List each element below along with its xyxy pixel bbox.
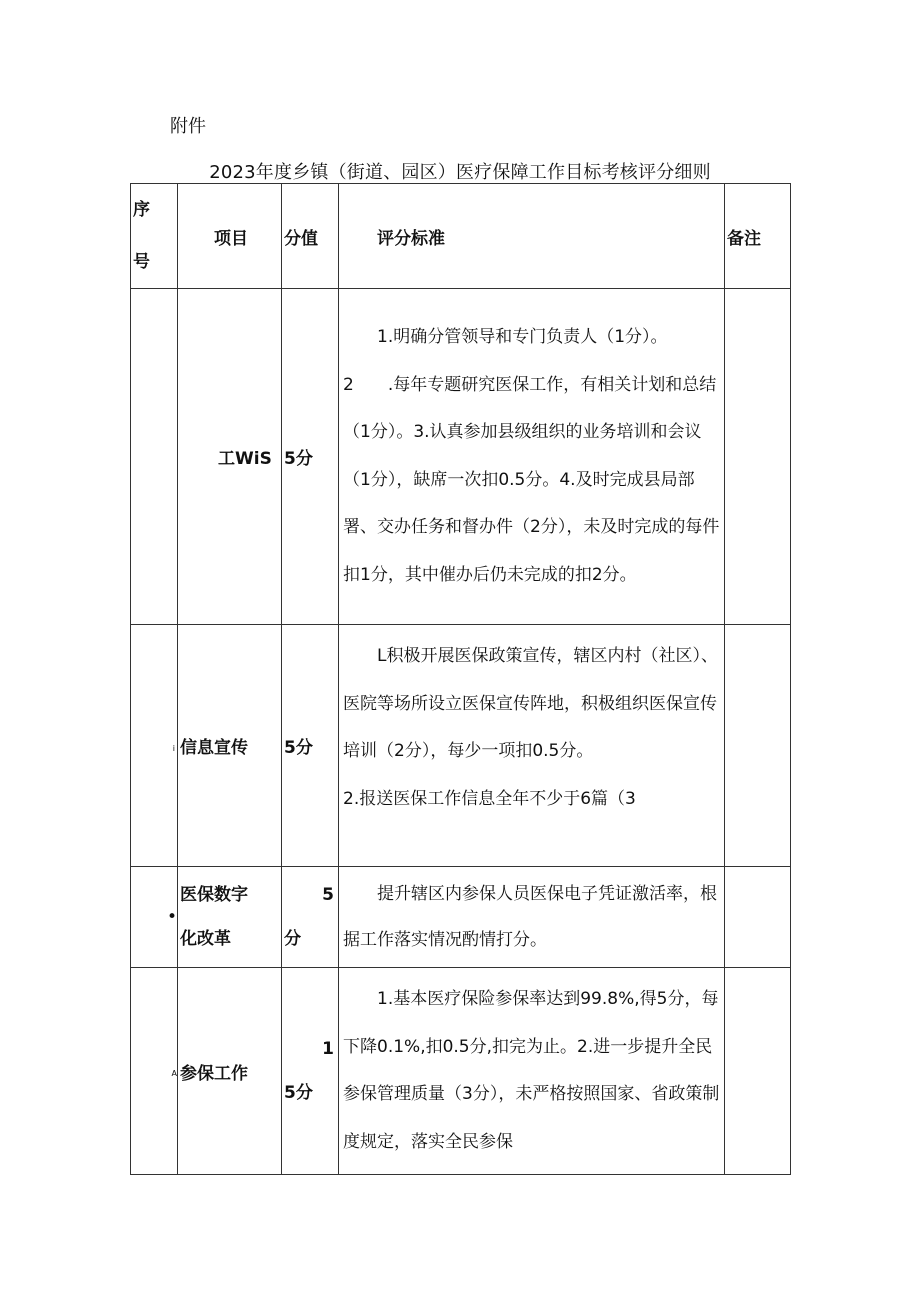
- header-item: 项目: [178, 184, 282, 289]
- criteria-line: 2 .每年专题研究医保工作，有相关计划和总结（1分）。3.认真参加县级组织的业务培训和会议（1分），缺席一次扣0.5分。4.及时完成县局部署、交办任务和督办件（2分），未及时完成的每件扣1分，其中催办后仍未完成的扣2分。: [343, 374, 720, 585]
- criteria-line: 1.明确分管领导和专门负责人（1分）。: [377, 327, 668, 347]
- row-score-bottom: 分: [284, 929, 301, 949]
- row-item-text: 医保数字化改革: [180, 885, 248, 949]
- row-remarks: [725, 968, 791, 1175]
- criteria-line: L积极开展医保政策宣传，辖区内村（社区）、医院等场所设立医保宣传阵地，积极组织医保宣传培训（2分），每少一项扣0.5分。: [343, 646, 718, 761]
- table-row: [131, 625, 791, 867]
- attachment-label: 附件: [170, 116, 206, 137]
- row-criteria: [339, 867, 725, 968]
- row-item: [178, 867, 282, 968]
- criteria-line: 1.基本医疗保险参保率达到99.8%,得5分，每下降0.1%,扣0.5分,扣完为止。2.进一步提升全民参保管理质量（3分），未严格按照国家、省政策制度规定，落实全民参保: [343, 989, 720, 1152]
- header-criteria: 评分标准: [339, 184, 725, 289]
- table-header-row: [131, 184, 791, 289]
- table-row: [131, 289, 791, 625]
- row-score-bottom: 5分: [284, 1083, 313, 1103]
- row-seq-mark: i: [172, 743, 175, 753]
- header-seq-line2: 号: [133, 252, 150, 272]
- row-score: 5分: [282, 625, 339, 867]
- row-item: 信息宣传: [178, 625, 282, 867]
- row-item: 工WiS: [178, 289, 282, 625]
- row-score: [282, 867, 339, 968]
- row-seq: [131, 289, 178, 625]
- row-score-top: 1: [322, 1039, 334, 1059]
- criteria-line: 2.报送医保工作信息全年不少于6篇（3: [343, 788, 636, 809]
- row-score: [282, 968, 339, 1175]
- row-criteria: [339, 289, 725, 625]
- header-seq: [131, 184, 178, 289]
- row-score-top: 5: [322, 885, 334, 905]
- row-seq-mark: •: [166, 907, 177, 927]
- row-seq-mark: A: [171, 1069, 177, 1078]
- document-title: 2023年度乡镇（街道、园区）医疗保障工作目标考核评分细则: [209, 162, 711, 183]
- row-criteria: [339, 968, 725, 1175]
- row-item: 参保工作: [178, 968, 282, 1175]
- row-seq: [131, 625, 178, 867]
- criteria-line: 提升辖区内参保人员医保电子凭证激活率，根据工作落实情况酌情打分。: [343, 884, 717, 950]
- row-remarks: [725, 867, 791, 968]
- header-score: 分值: [282, 184, 339, 289]
- table-row: [131, 867, 791, 968]
- row-score: 5分: [282, 289, 339, 625]
- header-remarks: 备注: [725, 184, 791, 289]
- row-remarks: [725, 625, 791, 867]
- row-seq: [131, 867, 178, 968]
- table-row: [131, 968, 791, 1175]
- header-seq-line1: 序: [133, 200, 150, 220]
- row-seq: [131, 968, 178, 1175]
- row-criteria: [339, 625, 725, 867]
- row-remarks: [725, 289, 791, 625]
- scoring-table: [130, 183, 791, 1175]
